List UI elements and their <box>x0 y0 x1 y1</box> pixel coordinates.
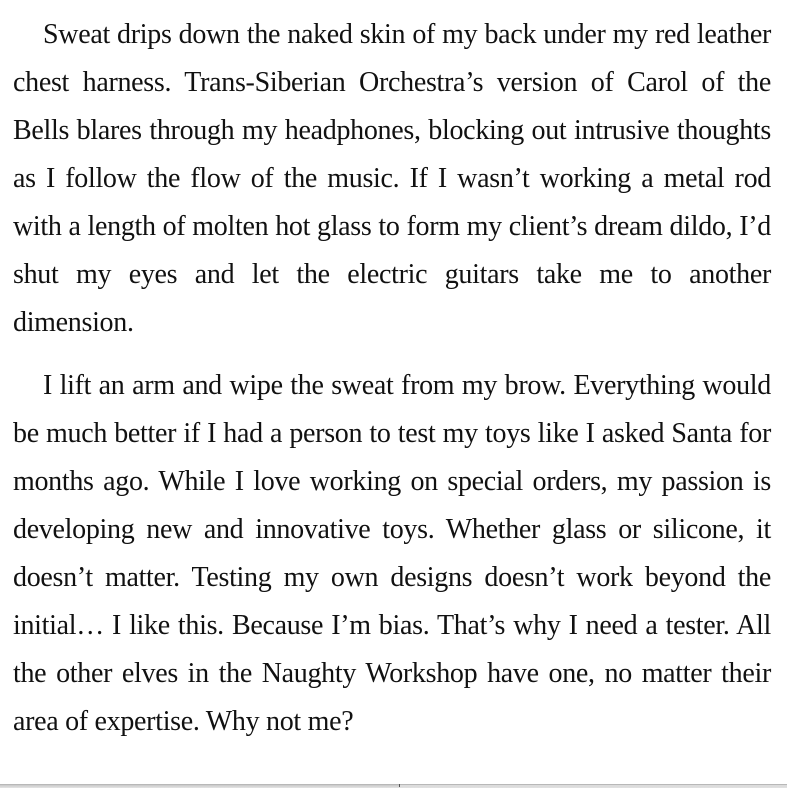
paragraph-1: Sweat drips down the naked skin of my back under my red leather chest harness. Trans-Siberian Orchestra’s version of Carol of the Bells blares through my headphones, blocking out intrusive thoughts as I follow the flow of the music. If I wasn’t working a metal rod with a length of molten hot glass to form my client’s dream dildo, I’d shut my eyes and let the electric guitars take me to another dimension. <box>13 19 771 338</box>
document-page <box>13 11 771 746</box>
paragraph-2: I lift an arm and wipe the sweat from my brow. Everything would be much better if I had a person to test my toys like I asked Santa for months ago. While I love working on special orders, my passion is developing new and innovative toys. Whether glass or silicone, it doesn’t matter. Testing my own designs doesn’t work beyond the initial… I like this. Because I’m bias. That’s why I need a tester. All the other elves in the Naughty Workshop have one, no matter their area of expertise. Why not me? <box>13 370 771 737</box>
